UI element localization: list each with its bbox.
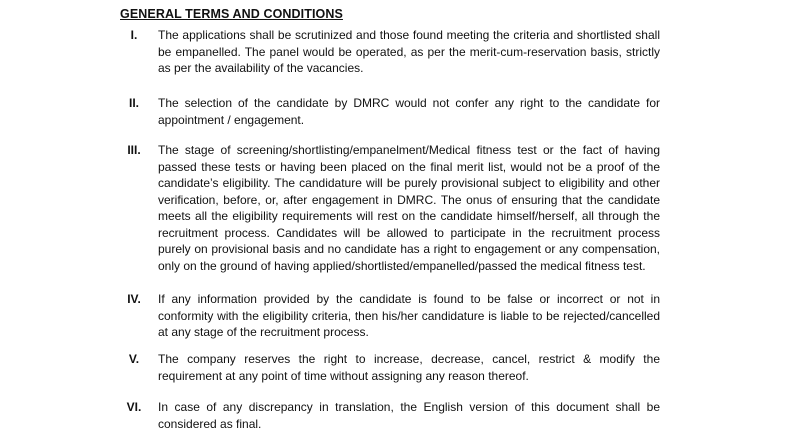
clause-text: In case of any discrepancy in translation, the English version of this document shall be considered as final. [158, 400, 660, 431]
clause-text: The stage of screening/shortlisting/empanelment/Medical fitness test or the fact of having passed these tests or having been placed on the final merit list, would not be a proof of the candidate’s eligibility. The candidature will be purely provisional subject to eligibility and other verification, before, or, after engagement in DMRC. The onus of ensuring that the candidate meets all the eligibility requirements will rest on the candidate himself/herself, all through the recruitment process. Candidates will be allowed to participate in the recruitment process purely on provisional basis and no candidate has a right to engagement or any compensation, only on the ground of having applied/shortlisted/empanelled/passed the medical fitness test. [158, 143, 660, 273]
clause-text: The company reserves the right to increase, decrease, cancel, restrict & modify the requirement at any point of time without assigning any reason thereof. [158, 352, 660, 383]
clause-text: The applications shall be scrutinized and those found meeting the criteria and shortlisted shall be empanelled. The panel would be operated, as per the merit-cum-reservation basis, strictly as per the availability of the vacancies. [158, 28, 660, 75]
clause-number: V. [128, 352, 140, 366]
section-heading: GENERAL TERMS AND CONDITIONS [120, 7, 343, 21]
clause-number: III. [127, 143, 141, 157]
clause-text: The selection of the candidate by DMRC would not confer any right to the candidate for appointment / engagement. [158, 96, 660, 127]
clause-number: II. [128, 96, 139, 110]
clause-number: VI. [126, 400, 142, 414]
clause-number: IV. [127, 292, 141, 306]
clause-number: I. [130, 28, 138, 42]
clause-text: If any information provided by the candidate is found to be false or incorrect or not in conformity with the eligibility criteria, then his/her candidature is liable to be rejected/cancelled at any stage of the recruitment process. [158, 292, 660, 339]
